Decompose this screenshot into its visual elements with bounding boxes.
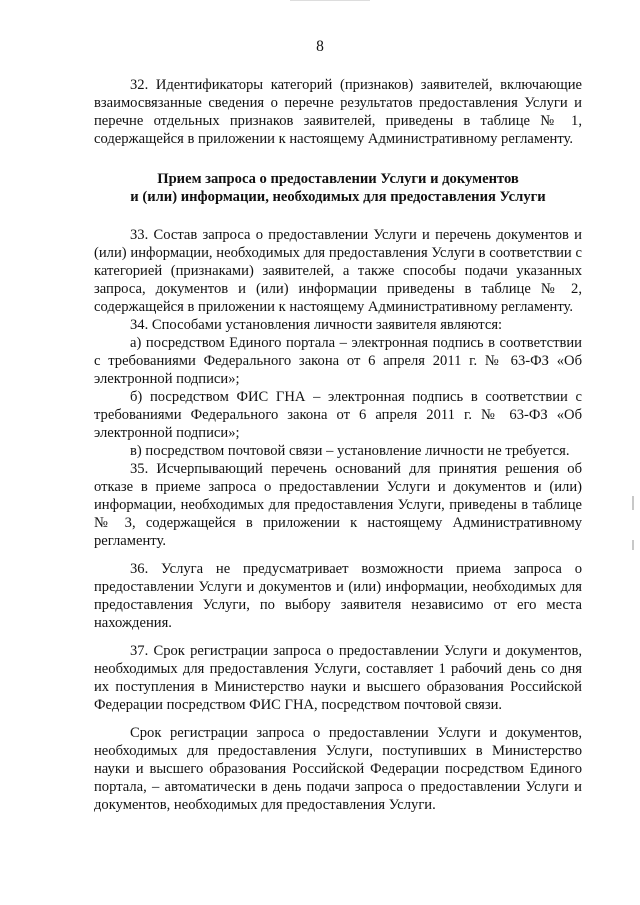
paragraph-34-c: в) посредством почтовой связи – установление личности не требуется. <box>130 443 570 459</box>
section-heading-line-1: Прием запроса о предоставлении Услуги и документов <box>157 171 519 187</box>
scan-edge-mark <box>632 540 634 550</box>
paragraph-33: 33. Состав запроса о предоставлении Услуги и перечень документов и (или) информации, необходимых для предоставления Услуги в соответствии с категорией (признаками) заявителей, а также способы подачи указанных запроса, документов и (или) информации приведены в таблице № 2, содержащейся в приложении к настоящему Административному регламенту. <box>94 227 582 315</box>
paragraph-34: 34. Способами установления личности заявителя являются: <box>130 317 503 333</box>
paragraph-37-registration-term: Срок регистрации запроса о предоставлении Услуги и документов, необходимых для предоставления Услуги, поступивших в Министерство науки и высшего образования Российской Федерации посредством Единого портала, – автоматически в день подачи запроса о предоставлении Услуги и документов, необходимых для предоставления Услуги. <box>94 725 582 813</box>
scan-artifact-line <box>290 0 370 1</box>
section-heading <box>94 170 582 206</box>
section-heading-line-2: и (или) информации, необходимых для предоставления Услуги <box>130 189 546 205</box>
paragraph-34-a: а) посредством Единого портала – электронная подпись в соответствии с требованиями Федерального закона от 6 апреля 2011 г. № 63-ФЗ «Об электронной подписи»; <box>94 335 582 387</box>
scan-edge-mark <box>632 496 634 510</box>
document-body <box>94 76 582 814</box>
paragraph-37: 37. Срок регистрации запроса о предоставлении Услуги и документов, необходимых для предоставления Услуги, составляет 1 рабочий день со дня их поступления в Министерство науки и высшего образования Российской Федерации посредством ФИС ГНА, посредством почтовой связи. <box>94 643 582 713</box>
paragraph-35: 35. Исчерпывающий перечень оснований для принятия решения об отказе в приеме запроса о предоставлении Услуги и документов и (или) информации, необходимых для предоставления Услуги, приведены в таблице № 3, содержащейся в приложении к настоящему Административному регламенту. <box>94 461 582 549</box>
paragraph-32: 32. Идентификаторы категорий (признаков) заявителей, включающие взаимосвязанные сведения о перечне результатов предоставления Услуги и перечне отдельных признаков заявителей, приведены в таблице № 1, содержащейся в приложении к настоящему Административному регламенту. <box>94 77 582 147</box>
paragraph-36: 36. Услуга не предусматривает возможности приема запроса о предоставлении Услуги и документов и (или) информации, необходимых для предоставления Услуги, по выбору заявителя независимо от его места нахождения. <box>94 561 582 631</box>
paragraph-34-b: б) посредством ФИС ГНА – электронная подпись в соответствии с требованиями Федерального закона от 6 апреля 2011 г. № 63-ФЗ «Об электронной подписи»; <box>94 389 582 441</box>
page-number: 8 <box>316 38 324 55</box>
